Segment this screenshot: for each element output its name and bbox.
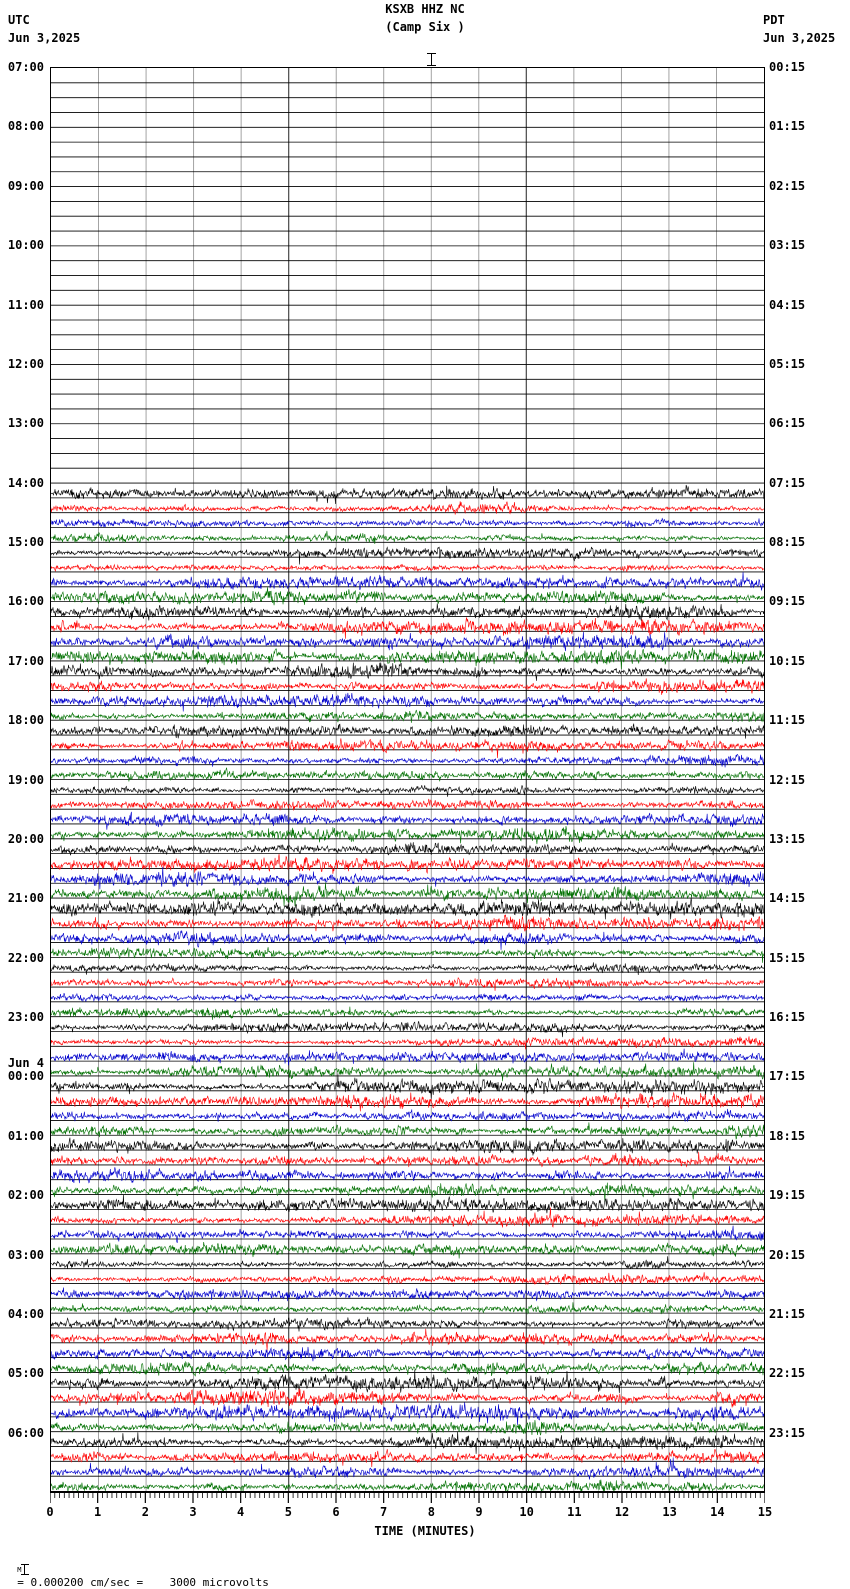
x-tick-label: 12 (614, 1505, 630, 1519)
utc-time-label: 18:00 (7, 713, 44, 728)
x-tick-label: 10 (519, 1505, 534, 1519)
pdt-time-label: 07:15 (769, 475, 806, 490)
pdt-time-label: 15:15 (769, 950, 806, 965)
x-tick-label: 9 (475, 1505, 483, 1519)
utc-timezone-label: UTC (8, 13, 30, 27)
station-subtitle: (Camp Six ) (385, 20, 465, 34)
pdt-time-label: 04:15 (769, 297, 806, 312)
footer-prefix: M (17, 1566, 22, 1574)
scale-bar-icon (427, 53, 436, 66)
station-title: KSXB HHZ NC (385, 2, 465, 16)
seismic-traces (51, 68, 764, 1491)
pdt-time-label: 18:15 (769, 1128, 806, 1143)
utc-time-label: 12:00 (7, 356, 44, 371)
utc-time-label: 23:00 (7, 1010, 44, 1024)
x-tick-label: 8 (427, 1505, 435, 1519)
utc-time-label: 13:00 (7, 416, 44, 431)
x-tick-label: 14 (710, 1505, 725, 1519)
utc-time-label: 08:00 (7, 119, 44, 134)
utc-time-label: 14:00 (7, 475, 44, 490)
utc-time-label: 07:00 (7, 60, 44, 74)
utc-time-label: 03:00 (7, 1247, 44, 1262)
utc-time-label: 19:00 (7, 772, 44, 787)
utc-time-label: 05:00 (7, 1366, 44, 1381)
utc-time-label: 00:00 (7, 1069, 44, 1084)
utc-time-label: 11:00 (7, 297, 44, 312)
utc-time-label: 22:00 (7, 950, 44, 965)
x-tick-label: 3 (189, 1505, 197, 1519)
pdt-time-label: 09:15 (769, 594, 806, 609)
x-tick-label: 0 (46, 1505, 54, 1519)
x-tick-label: 15 (757, 1505, 773, 1519)
pdt-time-label: 19:15 (769, 1188, 806, 1203)
day-break-label: Jun 4 (7, 1056, 44, 1071)
pdt-time-label: 21:15 (769, 1306, 806, 1321)
utc-time-label: 06:00 (7, 1425, 44, 1440)
utc-time-label: 09:00 (7, 178, 44, 193)
footer-text: = 0.000200 cm/sec = 3000 microvolts (17, 1576, 269, 1589)
pdt-time-label: 23:15 (769, 1425, 806, 1440)
utc-time-label: 20:00 (7, 831, 44, 846)
pdt-time-label: 08:15 (769, 535, 806, 549)
x-tick-label: 7 (380, 1505, 388, 1519)
utc-time-label: 04:00 (7, 1306, 44, 1321)
pdt-time-label: 17:15 (769, 1069, 806, 1084)
pdt-date-label: Jun 3,2025 (763, 31, 836, 45)
helicorder-plot (50, 67, 765, 1492)
x-tick-label: 13 (662, 1505, 677, 1519)
pdt-time-label: 13:15 (769, 831, 806, 846)
pdt-time-label: 11:15 (769, 713, 806, 728)
x-tick-label: 5 (284, 1505, 292, 1519)
footer-scale-note (4, 1550, 269, 1589)
x-tick-label: 2 (141, 1505, 149, 1519)
pdt-time-label: 20:15 (769, 1247, 806, 1262)
pdt-time-label: 14:15 (769, 891, 806, 906)
pdt-time-label: 00:15 (769, 60, 806, 74)
x-tick-label: 1 (94, 1505, 102, 1519)
utc-time-label: 01:00 (7, 1128, 44, 1143)
utc-time-label: 15:00 (7, 535, 44, 549)
x-tick-label: 11 (567, 1505, 582, 1519)
utc-time-label: 02:00 (7, 1188, 44, 1203)
utc-time-label: 10:00 (7, 238, 44, 253)
pdt-time-label: 10:15 (769, 653, 806, 668)
utc-date-label: Jun 3,2025 (8, 31, 81, 45)
pdt-time-label: 12:15 (769, 772, 806, 787)
footer-scale-bar-icon (21, 1564, 29, 1575)
utc-time-label: 21:00 (7, 891, 44, 906)
x-axis-title: TIME (MINUTES) (374, 1524, 476, 1538)
pdt-time-label: 22:15 (769, 1366, 806, 1381)
utc-time-label: 17:00 (7, 653, 44, 668)
utc-time-label: 16:00 (7, 594, 44, 609)
pdt-time-label: 05:15 (769, 356, 806, 371)
pdt-time-label: 03:15 (769, 238, 806, 253)
pdt-time-label: 06:15 (769, 416, 806, 431)
pdt-timezone-label: PDT (763, 13, 785, 27)
pdt-time-label: 01:15 (769, 119, 806, 134)
x-axis-ticks (50, 1492, 765, 1506)
pdt-time-label: 16:15 (769, 1010, 806, 1024)
x-tick-label: 4 (237, 1505, 245, 1519)
pdt-time-label: 02:15 (769, 178, 806, 193)
x-tick-label: 6 (332, 1505, 340, 1519)
